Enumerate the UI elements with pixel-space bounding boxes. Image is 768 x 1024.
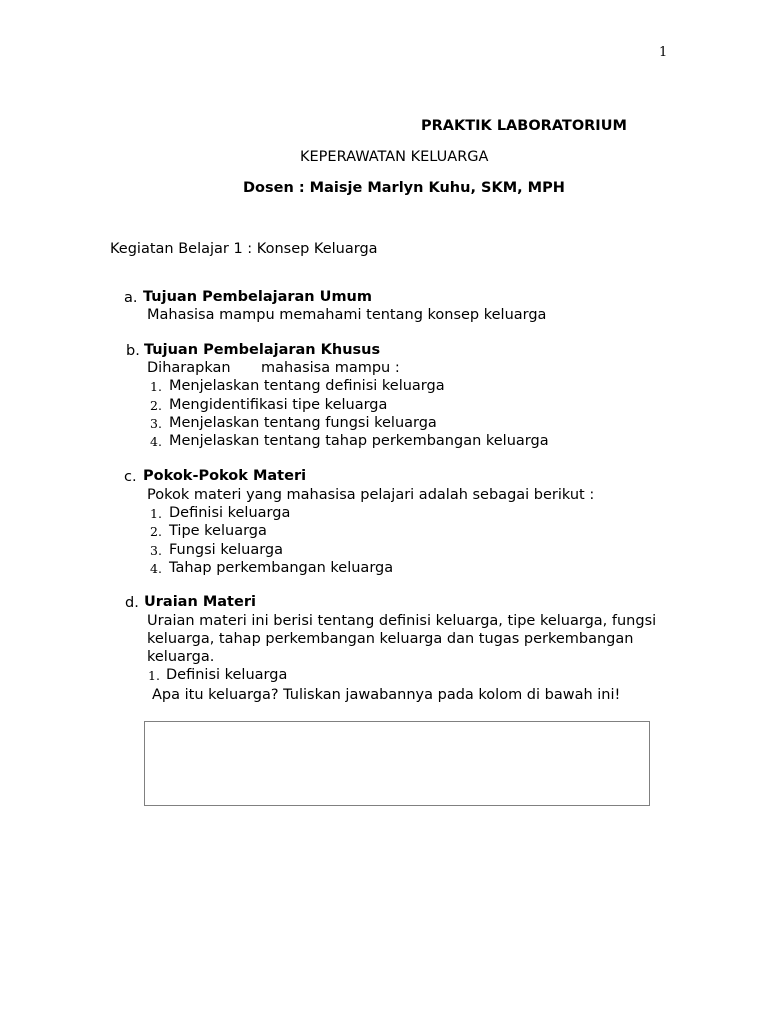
section-a-heading: Tujuan Pembelajaran Umum	[143, 289, 372, 305]
section-d-heading: Uraian Materi	[144, 594, 256, 610]
list-item: Fungsi keluarga	[169, 542, 284, 558]
section-d-paragraph-line: Uraian materi ini berisi tentang definisi keluarga, tipe keluarga, fungsi	[147, 613, 657, 629]
list-item: Menjelaskan tentang fungsi keluarga	[169, 415, 437, 431]
section-a-text: Mahasisa mampu memahami tentang konsep keluarga	[147, 307, 547, 323]
list-item: Definisi keluarga	[166, 667, 288, 683]
list-item: Menjelaskan tentang definisi keluarga	[169, 378, 445, 394]
document-subtitle: KEPERAWATAN KELUARGA	[300, 149, 489, 165]
list-item: Mengidentifikasi tipe keluarga	[169, 397, 388, 413]
list-number: 1.	[150, 379, 162, 394]
section-c-intro: Pokok materi yang mahasisa pelajari adalah sebagai berikut :	[147, 487, 595, 503]
section-b-heading: Tujuan Pembelajaran Khusus	[144, 342, 381, 358]
section-d-paragraph-line: keluarga, tahap perkembangan keluarga dan tugas perkembangan	[147, 631, 634, 647]
list-number: 3.	[150, 416, 162, 431]
section-b-marker: b.	[126, 343, 140, 359]
list-item: Tipe keluarga	[169, 523, 267, 539]
section-d-marker: d.	[125, 595, 139, 611]
document-title: PRAKTIK LABORATORIUM	[421, 118, 627, 134]
section-b-intro-word2: mahasisa mampu :	[261, 360, 400, 376]
list-number: 2.	[150, 398, 162, 413]
section-a-marker: a.	[124, 290, 138, 306]
list-number: 2.	[150, 524, 162, 539]
section-b-intro-word1: Diharapkan	[147, 360, 231, 376]
list-number: 1.	[150, 506, 162, 521]
list-item: Menjelaskan tentang tahap perkembangan keluarga	[169, 433, 549, 449]
page-number: 1	[659, 45, 668, 60]
lecturer-line: Dosen : Maisje Marlyn Kuhu, SKM, MPH	[243, 180, 565, 196]
section-c-heading: Pokok-Pokok Materi	[143, 468, 307, 484]
list-number: 1.	[148, 668, 160, 683]
question-text: Apa itu keluarga? Tuliskan jawabannya pada kolom di bawah ini!	[152, 687, 621, 703]
list-number: 3.	[150, 543, 162, 558]
section-d-paragraph-line: keluarga.	[147, 649, 215, 665]
list-item: Tahap perkembangan keluarga	[169, 560, 394, 576]
list-number: 4.	[150, 434, 162, 449]
list-item: Definisi keluarga	[169, 505, 291, 521]
activity-title: Kegiatan Belajar 1 : Konsep Keluarga	[110, 241, 378, 257]
section-c-marker: c.	[124, 469, 137, 485]
answer-box[interactable]	[144, 721, 650, 806]
list-number: 4.	[150, 561, 162, 576]
